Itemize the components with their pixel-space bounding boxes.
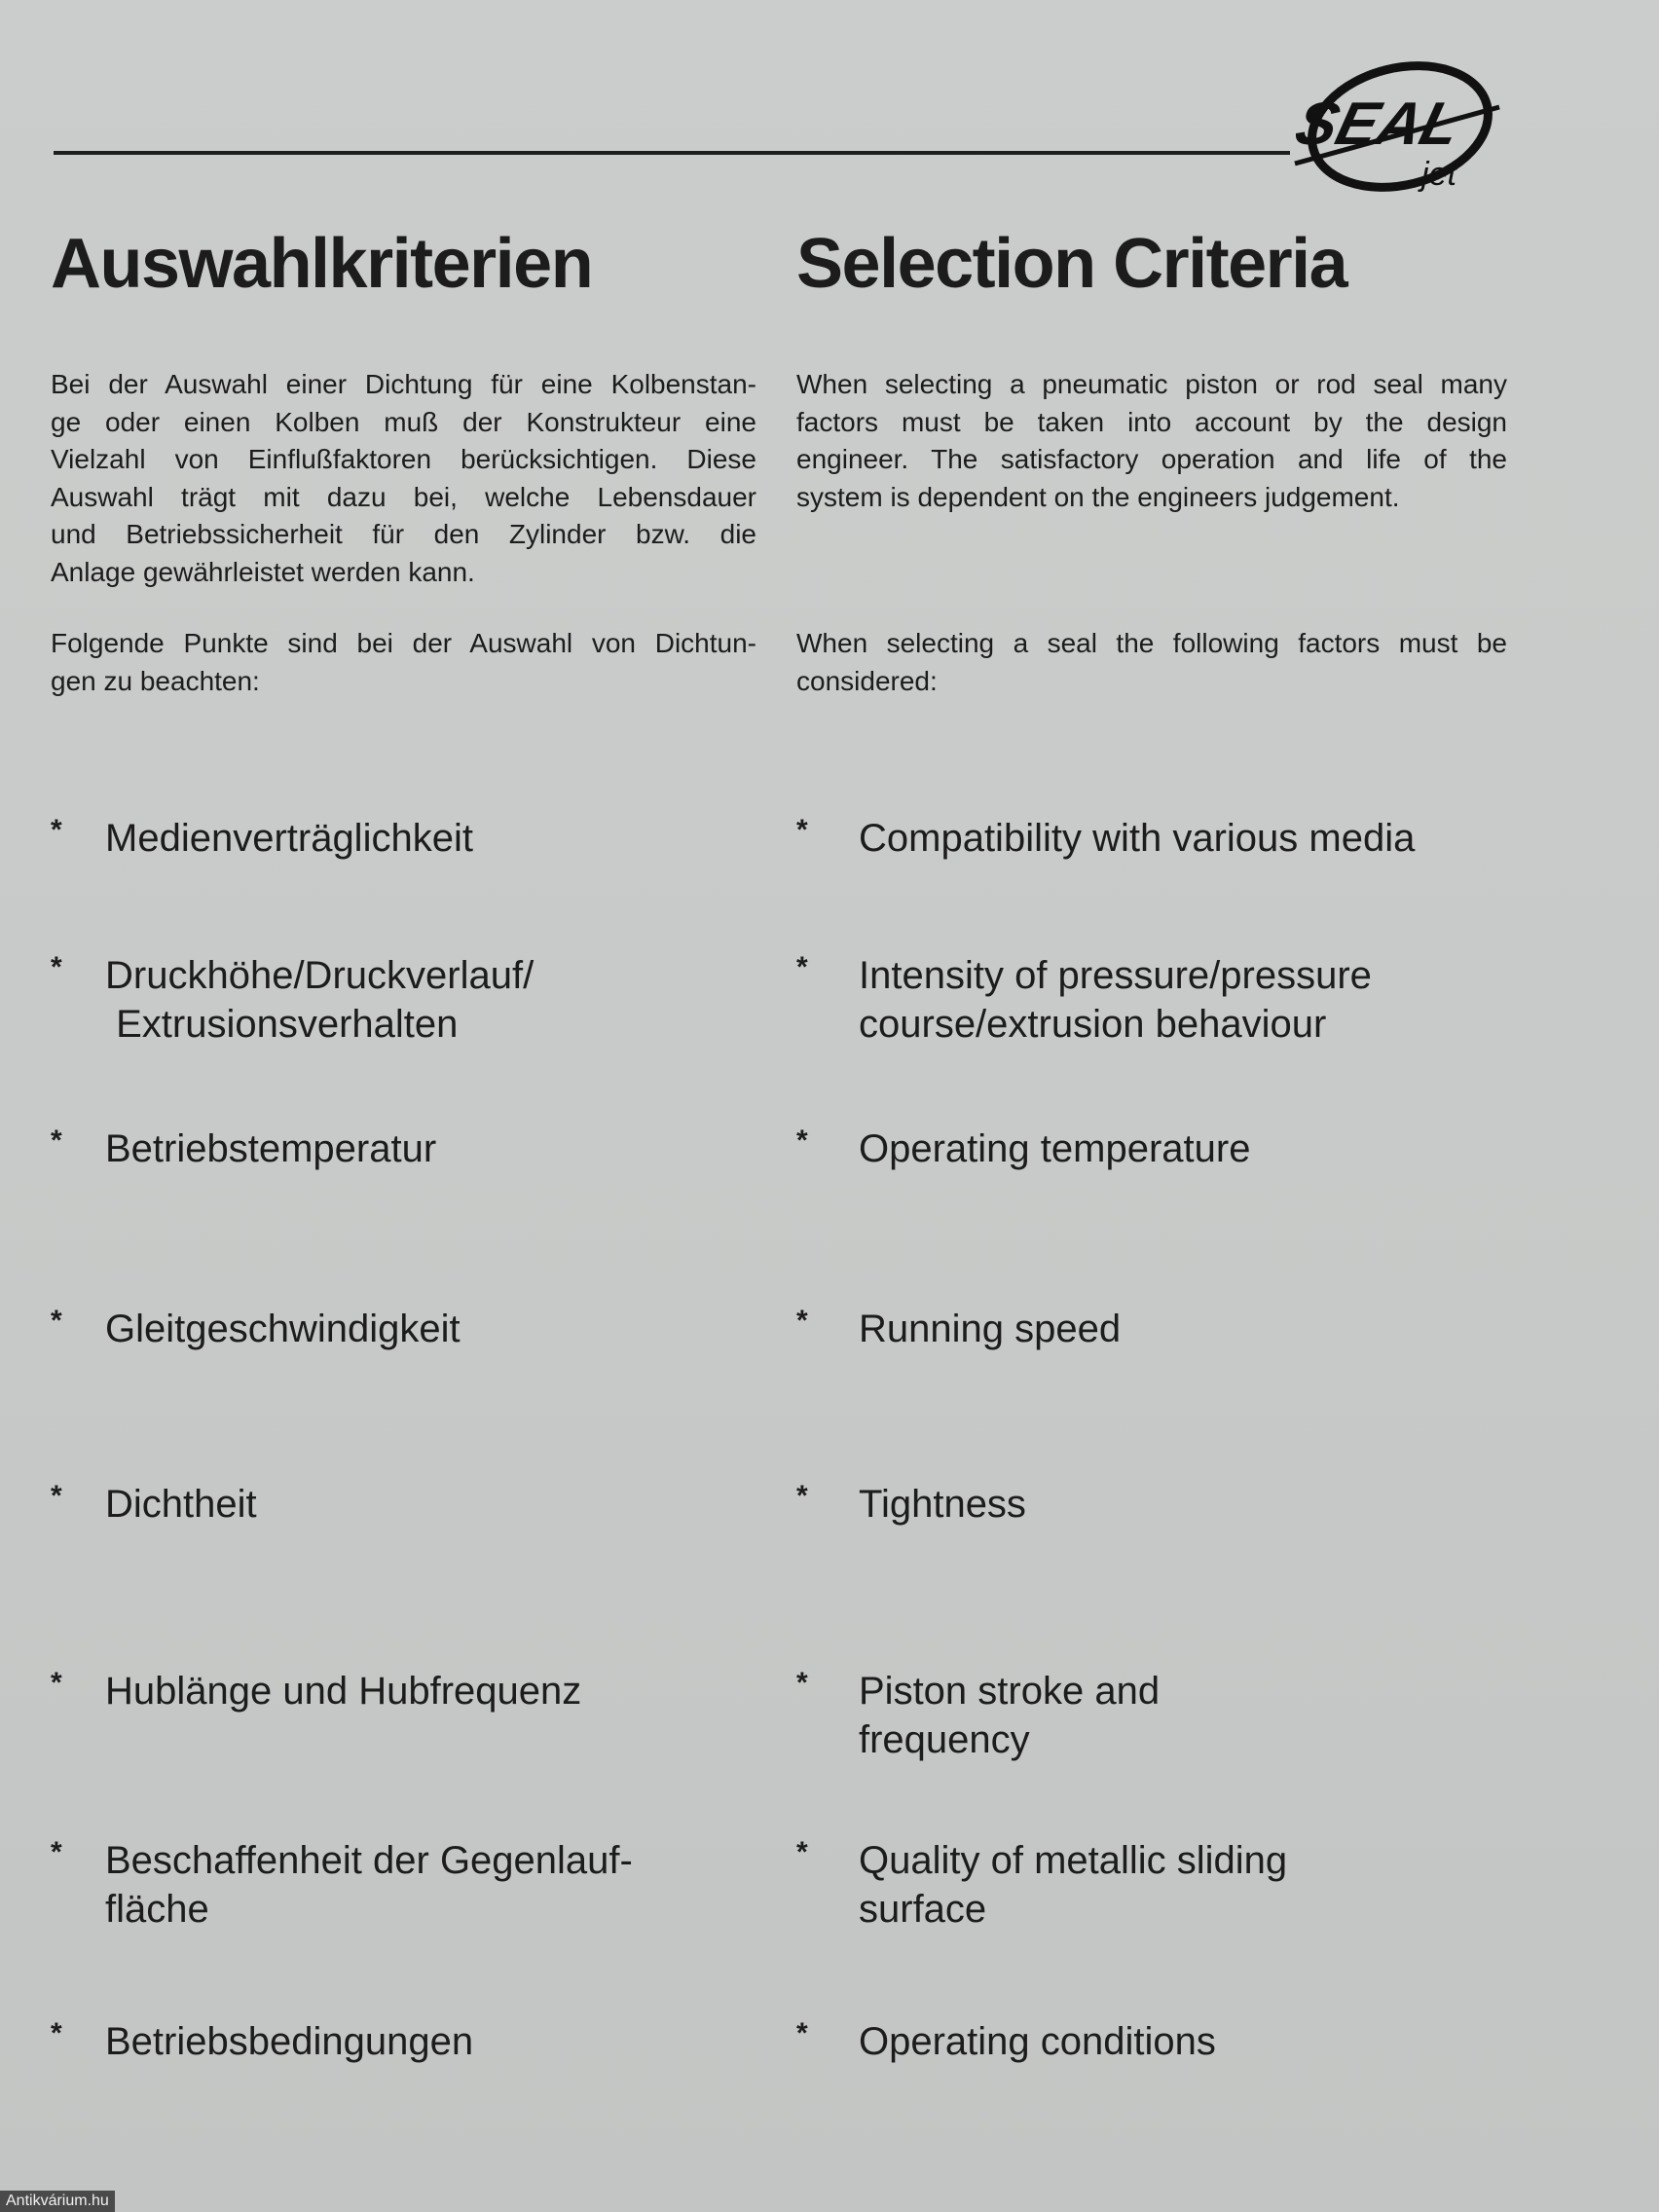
text-line: engineer. The satisfactory operation and life of the: [796, 444, 1507, 474]
list-item-text: [105, 951, 756, 1049]
bullet-marker: *: [796, 1305, 808, 1337]
list-item-text: [105, 1480, 756, 1529]
bullet-marker: *: [796, 814, 808, 846]
list-item-line: Druckhöhe/Druckverlauf/: [105, 954, 535, 997]
list-item-line: Betriebsbedingungen: [105, 2020, 474, 2063]
text-line: ge oder einen Kolben muß der Konstrukteur eine: [51, 406, 756, 437]
text-line: Anlage gewährleistet werden kann.: [51, 556, 475, 587]
list-item-line: Running speed: [859, 1308, 1122, 1350]
german-lead: [51, 625, 756, 700]
list-item-text: [105, 1305, 756, 1353]
text-line: Auswahl trägt mit dazu bei, welche Lebensdauer: [51, 481, 756, 512]
list-item-line: surface: [859, 1888, 987, 1931]
bullet-marker: *: [51, 1667, 62, 1699]
list-item-line: Operating temperature: [859, 1127, 1251, 1170]
list-item-line: Intensity of pressure/pressure: [859, 954, 1372, 997]
list-item-text: [859, 951, 1507, 1049]
list-item-text: [859, 2017, 1507, 2066]
text-line: und Betriebssicherheit für den Zylinder bzw. die: [51, 519, 756, 549]
bullet-marker: *: [51, 1836, 62, 1868]
bullet-marker: *: [796, 1124, 808, 1157]
list-item-text: [859, 1480, 1507, 1529]
watermark: Antikvárium.hu: [0, 2191, 115, 2212]
bullet-marker: *: [51, 1124, 62, 1157]
bullet-marker: *: [51, 2017, 62, 2049]
list-item-line: course/extrusion behaviour: [859, 1003, 1327, 1046]
logo-text-seal: SEAL: [1289, 90, 1467, 158]
german-title: Auswahlkriterien: [51, 225, 593, 303]
text-line: factors must be taken into account by the design: [796, 406, 1507, 437]
text-line: system is dependent on the engineers judgement.: [796, 481, 1400, 512]
list-item-line: Compatibility with various media: [859, 817, 1416, 860]
text-line: considered:: [796, 665, 938, 696]
bullet-marker: *: [796, 1480, 808, 1512]
list-item-text: [859, 1305, 1507, 1353]
text-line: Vielzahl von Einflußfaktoren berücksichtigen. Diese: [51, 444, 756, 474]
list-item-line: Quality of metallic sliding: [859, 1839, 1288, 1882]
list-item-line: Betriebstemperatur: [105, 1127, 437, 1170]
bullet-marker: *: [796, 1836, 808, 1868]
list-item-line: Piston stroke and: [859, 1670, 1161, 1713]
bullet-marker: *: [796, 1667, 808, 1699]
list-item-line: frequency: [859, 1718, 1030, 1761]
list-item-line: Operating conditions: [859, 2020, 1216, 2063]
text-line: When selecting a pneumatic piston or rod seal many: [796, 369, 1507, 399]
list-item-text: [859, 1836, 1507, 1934]
list-item-line: Hublänge und Hubfrequenz: [105, 1670, 582, 1713]
text-line: Folgende Punkte sind bei der Auswahl von Dichtun-: [51, 628, 756, 658]
english-title: Selection Criteria: [796, 225, 1347, 303]
text-line: Bei der Auswahl einer Dichtung für eine Kolbenstan-: [51, 369, 756, 399]
text-line: gen zu beachten:: [51, 665, 260, 696]
list-item-text: [105, 1667, 756, 1715]
bullet-marker: *: [796, 2017, 808, 2049]
list-item-text: [105, 1836, 756, 1934]
bullet-marker: *: [51, 814, 62, 846]
bullet-marker: *: [51, 1305, 62, 1337]
list-item-text: [859, 1124, 1507, 1173]
list-item-text: [859, 1667, 1507, 1764]
text-line: When selecting a seal the following factors must be: [796, 628, 1507, 658]
header-rule: [54, 151, 1290, 155]
list-item-text: [105, 814, 756, 863]
list-item-line: fläche: [105, 1888, 209, 1931]
list-item-line: Beschaffenheit der Gegenlauf-: [105, 1839, 633, 1882]
english-lead: [796, 625, 1507, 700]
list-item-line: Extrusionsverhalten: [105, 1003, 459, 1046]
list-item-line: Medienverträglichkeit: [105, 817, 473, 860]
list-item-line: Gleitgeschwindigkeit: [105, 1308, 461, 1350]
seal-jet-logo: [1275, 49, 1509, 195]
english-intro: [796, 366, 1507, 516]
bullet-marker: *: [51, 951, 62, 983]
list-item-line: Tightness: [859, 1483, 1026, 1526]
list-item-text: [859, 814, 1507, 863]
list-item-text: [105, 1124, 756, 1173]
german-intro: [51, 366, 756, 591]
bullet-marker: *: [51, 1480, 62, 1512]
list-item-text: [105, 2017, 756, 2066]
bullet-marker: *: [796, 951, 808, 983]
list-item-line: Dichtheit: [105, 1483, 257, 1526]
logo-text-jet: jet: [1421, 156, 1456, 193]
